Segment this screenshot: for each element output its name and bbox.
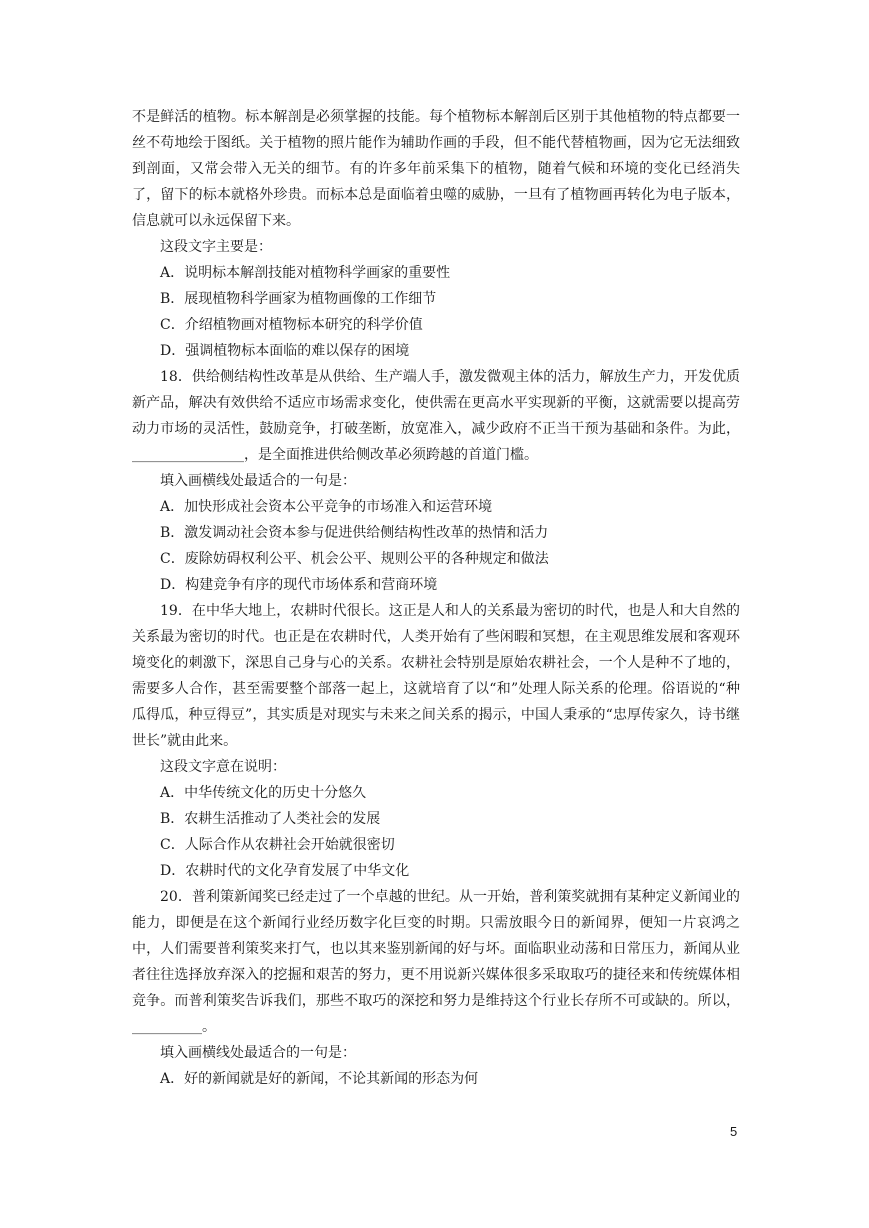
q19-option-c: C．人际合作从农耕社会开始就很密切 [160, 837, 395, 853]
q18-prompt: 填入画横线处最适合的一句是： [160, 473, 356, 489]
q19-option-a: A．中华传统文化的历史十分悠久 [160, 785, 367, 801]
q17-option-a: A．说明标本解剖技能对植物科学画家的重要性 [160, 265, 451, 281]
q19-prompt: 这段文字意在说明： [160, 759, 286, 775]
q17-option-b: B．展现植物科学画家为植物画像的工作细节 [160, 291, 437, 307]
q18-option-b: B．激发调动社会资本参与促进供给侧结构性改革的热情和活力 [160, 525, 549, 541]
q20-prompt: 填入画横线处最适合的一句是： [160, 1045, 356, 1061]
q17-option-c: C．介绍植物画对植物标本研究的科学价值 [160, 317, 423, 333]
q19-option-b: B．农耕生活推动了人类社会的发展 [160, 811, 381, 827]
page-number: 5 [730, 1124, 738, 1139]
q19-text: 19．在中华大地上，农耕时代很长。这正是人和人的关系最为密切的时代，也是人和大自然的关系最为密切的时代。也正是在农耕时代，人类开始有了些闲暇和冥想，在主观思维发展和客观环境变化的刺激下，深思自己身与心的关系。农耕社会特别是原始农耕社会，一个人是种不了地的，需要多人合作，甚至需要整个部落一起上，这就培育了以“和”处理人际关系的伦理。俗语说的“种瓜得瓜，种豆得豆”，其实质是对现实与未来之间关系的揭示，中国人秉承的“忠厚传家久，诗书继世长”就由此来。 [132, 603, 740, 749]
q18-option-c: C．废除妨碍权利公平、机会公平、规则公平的各种规定和做法 [160, 551, 549, 567]
q20-text: 20．普利策新闻奖已经走过了一个卓越的世纪。从一开始，普利策奖就拥有某种定义新闻业的能力，即便是在这个新闻行业经历数字化巨变的时期。只需放眼今日的新闻界，便知一片哀鸿之中，人们需要普利策奖来打气，也以其来鉴别新闻的好与坏。面临职业动荡和日常压力，新闻从业者往往选择放弃深入的挖掘和艰苦的努力，更不用说新兴媒体很多采取取巧的捷径来和传统媒体相竞争。而普利策奖告诉我们，那些不取巧的深挖和努力是维持这个行业长存所不可或缺的。所以，__________。 [132, 889, 740, 1035]
q19-option-d: D．农耕时代的文化孕育发展了中华文化 [160, 863, 410, 879]
q17-prompt: 这段文字主要是： [160, 239, 272, 255]
q18-text: 18．供给侧结构性改革是从供给、生产端人手，激发微观主体的活力，解放生产力，开发优质新产品，解决有效供给不适应市场需求变化，使供需在更高水平实现新的平衡，这就需要以提高劳动力市场的灵活性，鼓励竞争，打破垄断，放宽准入，减少政府不正当干预为基础和条件。为此，________________，是全面推进供给侧改革必须跨越的首道门槛。 [132, 369, 740, 463]
q18-option-a: A．加快形成社会资本公平竞争的市场准入和运营环境 [160, 499, 493, 515]
q20-option-a: A．好的新闻就是好的新闻，不论其新闻的形态为何 [160, 1071, 479, 1087]
page-content [132, 104, 740, 1092]
q18-option-d: D．构建竞争有序的现代市场体系和营商环境 [160, 577, 438, 593]
paragraph-intro: 不是鲜活的植物。标本解剖是必须掌握的技能。每个植物标本解剖后区别于其他植物的特点都要一丝不苟地绘于图纸。关于植物的照片能作为辅助作画的手段，但不能代替植物画，因为它无法细致到剖面，又常会带入无关的细节。有的许多年前采集下的植物，随着气候和环境的变化已经消失了，留下的标本就格外珍贵。而标本总是面临着虫噬的威胁，一旦有了植物画再转化为电子版本，信息就可以永远保留下来。 [132, 109, 740, 229]
q17-option-d: D．强调植物标本面临的难以保存的困境 [160, 343, 410, 359]
